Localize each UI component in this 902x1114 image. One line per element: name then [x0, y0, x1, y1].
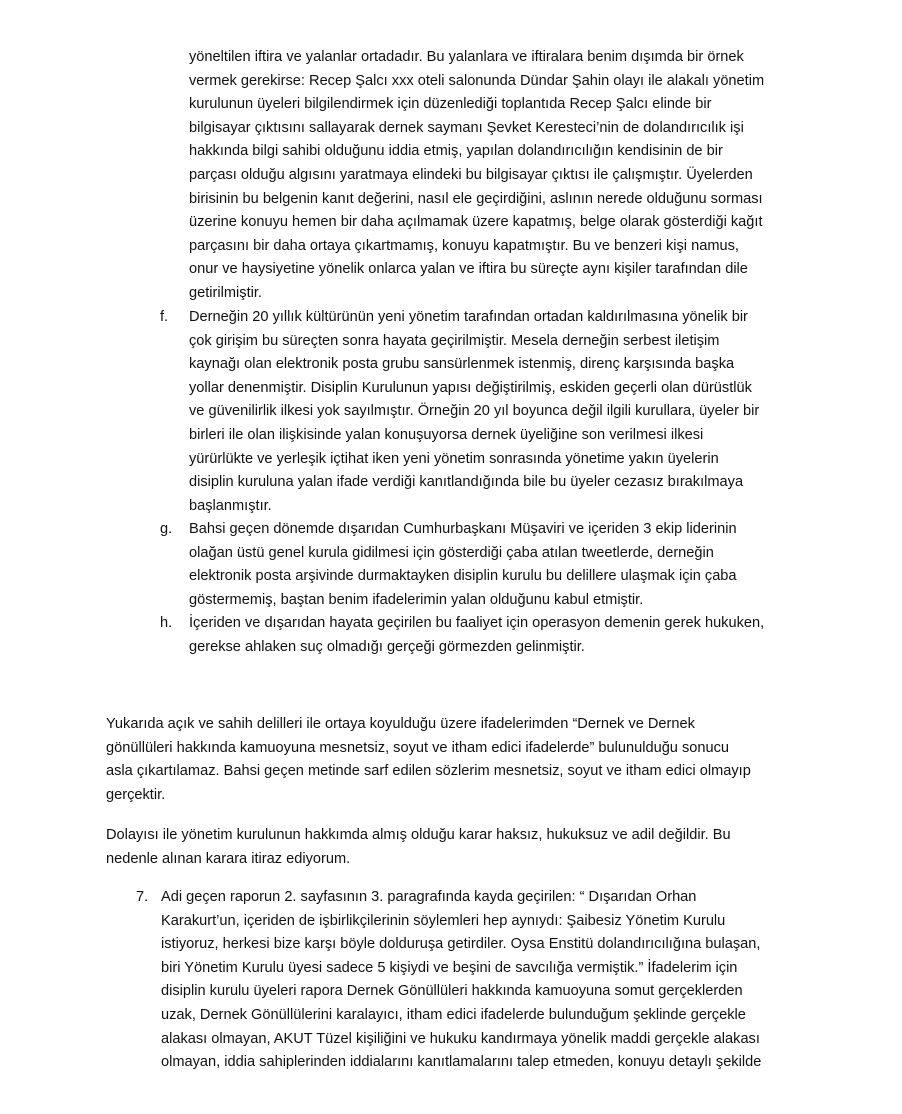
text-line: alakası olmayan, AKUT Tüzel kişiliğini ve hukuku kandırmaya yönelik maddi gerçekle alakası [161, 1030, 760, 1047]
text-line: uzak, Dernek Gönüllülerini karalayıcı, itham edici ifadelerde bulunduğum şeklinde gerçekle [161, 1007, 746, 1023]
text-line: yöneltilen iftira ve yalanlar ortadadır. Bu yalanlara ve iftiralara benim dışımda bir örnek [189, 49, 744, 65]
text-line: asla çıkartılamaz. Bahsi geçen metinde sarf edilen sözlerim mesnetsiz, soyut ve itham edici olmayıp [106, 763, 751, 780]
text-line: üzerine konuyu hemen bir daha açılmamak üzere kapatmış, belge olarak gösterdiği kağıt [189, 214, 763, 231]
text-line: birisinin bu belgenin kanıt değerini, nasıl ele geçirdiğini, aslının nerede olduğunu sorması [189, 190, 763, 207]
text-line: nedenle alınan karara itiraz ediyorum. [106, 850, 351, 867]
text-line: göstermemiş, baştan benim ifadelerimin yalan olduğunu kabul etmiştir. [189, 591, 644, 608]
text-line: gerekse ahlaken suç olmadığı gerçeği görmezden gelinmiştir. [189, 638, 585, 655]
text-line: bilgisayar çıktısını sallayarak dernek saymanı Şevket Keresteci’nin de dolandırıcılık işi [189, 119, 744, 136]
text-line: Karakurt’un, içeriden de işbirlikçilerinin söylemleri hep aynıydı: Şaibesiz Yönetim Kurulu [161, 912, 726, 929]
text-line: çok girişim bu süreçten sonra hayata geçirilmiştir. Mesela derneğin serbest iletişim [189, 332, 720, 349]
text-line: Bahsi geçen dönemde dışarıdan Cumhurbaşkanı Müşaviri ve içeriden 3 ekip liderinin [189, 521, 737, 537]
text-line: vermek gerekirse: Recep Şalcı xxx oteli salonunda Dündar Şahin olayı ile alakalı yönetim [189, 72, 765, 89]
text-line: onur ve haysiyetine yönelik onlarca yalan ve iftira bu süreçte aynı kişiler tarafından dile [189, 261, 748, 278]
text-line: yürürlükte ve yerleşik içtihat iken yeni yönetim sonrasında yönetime yakın üyelerin [189, 450, 719, 467]
list-marker: g. [160, 521, 173, 537]
text-line: biri Yönetim Kurulu üyesi sadece 5 kişiydi ve beşini de savcılığa vermiştik.” İfadelerim için [161, 959, 738, 976]
list-marker: f. [160, 309, 169, 325]
text-line: Dolayısı ile yönetim kurulunun hakkımda almış olduğu karar haksız, hukuksuz ve adil değildir. Bu [106, 827, 731, 843]
text-line: Adi geçen raporun 2. sayfasının 3. paragrafında kayda geçirilen: “ Dışarıdan Orhan [161, 889, 697, 905]
list-marker: 7. [136, 889, 149, 905]
text-line: gönüllüleri hakkında kamuoyuna mesnetsiz, soyut ve itham edici ifadelerde” bulunulduğu sonucu [106, 739, 730, 756]
text-line: kurulunun üyeleri bilgilendirmek için düzenlediği toplantıda Recep Şalcı elinde bir [189, 96, 712, 113]
text-line: parçası olduğu algısını yaratmaya elindeki bu bilgisayar çıktısı ile çalışmıştır. Üyelerden [189, 167, 753, 183]
text-line: kaynağı olan elektronik posta grubu sansürlenmek istenmiş, direnç karşısında başka [189, 356, 735, 373]
text-line: disiplin kuruluna yalan ifade verdiği kanıtlandığında bile bu üyeler cezasız bırakılmaya [189, 474, 744, 491]
text-line: olağan üstü genel kurula gidilmesi için gösterdiği çaba atılan tweetlerde, derneğin [189, 544, 714, 561]
text-line: Yukarıda açık ve sahih delilleri ile ortaya koyulduğu üzere ifadelerimden “Dernek ve Dernek [106, 716, 695, 732]
text-line: elektronik posta arşivinde durmaktayken disiplin kurulu bu delillere ulaşmak için çaba [189, 568, 737, 585]
text-line: getirilmiştir. [189, 285, 262, 301]
text-line: yollar denenmiştir. Disiplin Kurulunun yapısı değiştirilmiş, eskiden geçerli olan dürüstlük [189, 379, 752, 396]
text-line: İçeriden ve dışarıdan hayata geçirilen bu faaliyet için operasyon demenin gerek hukuken, [189, 615, 765, 631]
text-line: hakkında bilgi sahibi olduğunu iddia etmiş, yapılan dolandırıcılığın kendisinin de bir [189, 143, 723, 160]
text-line: istiyoruz, herkesi bize karşı böyle dolduruşa getirdiler. Oysa Enstitü dolandırıcılığına bulaşan, [161, 936, 761, 953]
text-line: gerçektir. [106, 786, 166, 803]
text-line: ve güvenilirlik ilkesi yok sayılmıştır. Örneğin 20 yıl boyunca değil ilgili kurullara, üyeler bir [189, 403, 760, 420]
text-line: başlanmıştır. [189, 497, 272, 514]
text-line: Derneğin 20 yıllık kültürünün yeni yönetim tarafından ortadan kaldırılmasına yönelik bir [189, 309, 748, 325]
text-line: olmayan, iddia sahiplerinden iddialarını kanıtlamalarını talep etmeden, konuyu detaylı şekilde [161, 1054, 762, 1071]
text-line: disiplin kurulu üyeleri rapora Dernek Gönüllüleri hakkında kamuoyuna somut gerçeklerden [161, 983, 743, 1000]
list-marker: h. [160, 615, 173, 631]
text-line: birleri ile olan ilişkisinde yalan konuşuyorsa dernek üyeliğine son verilmesi ilkesi [189, 427, 704, 443]
text-line: parçasını bir daha ortaya çıkartmamış, konuyu kapatmıştır. Bu ve benzeri kişi namus, [189, 237, 739, 254]
